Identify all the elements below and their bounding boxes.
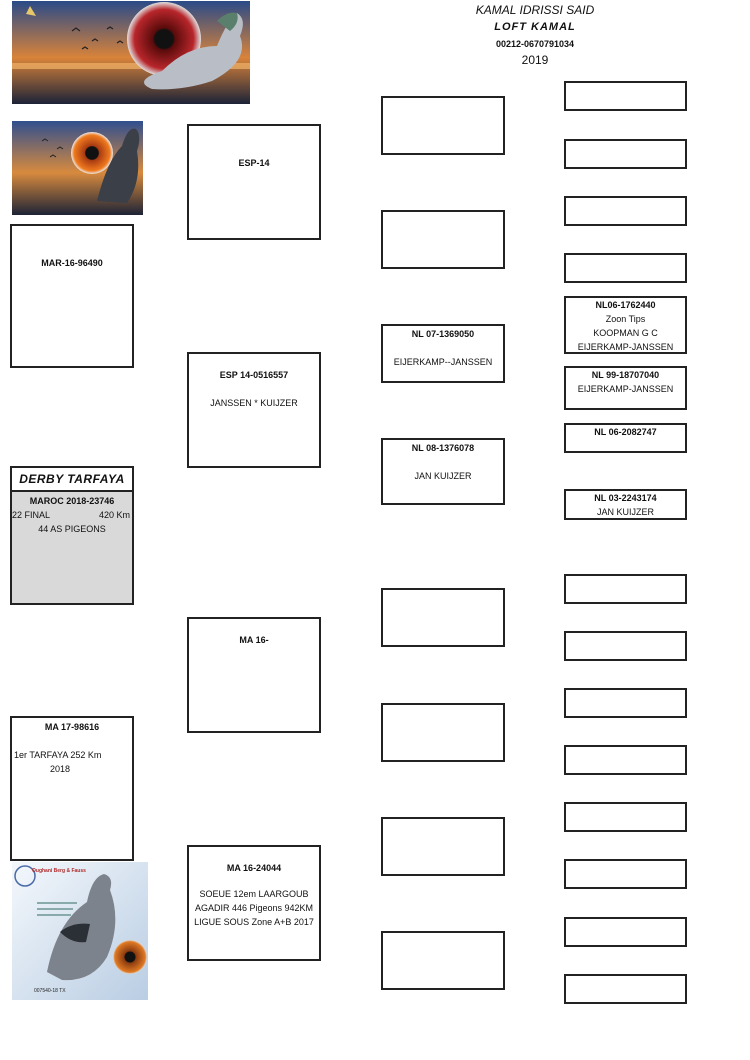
ss-dam-breeder: JAN KUIJZER [414,471,472,481]
dam-box [187,617,321,733]
sire-ring: ESP-14 [238,158,270,168]
gen4-a-ring: NL06-1762440 [595,300,656,310]
ss-sire-breeder: EIJERKAMP--JANSSEN [393,357,493,367]
pigeon-card-image [12,862,148,1000]
pigeon-photo-card [12,862,148,1000]
gen4-d-ring: NL 03-2243174 [594,493,657,503]
sire-sire-box [187,352,321,468]
sibling-ring: MA 17-98616 [44,722,100,732]
gen3-box-c [564,423,687,453]
photo-card-title: Oughani Berg & Fauss [32,868,86,874]
derby-ring: MAROC 2018-23746 [29,496,115,506]
owner-name: KAMAL IDRISSI SAID [475,3,595,17]
gen3-box-13 [564,802,687,832]
derby-distance: 420 Km [98,510,130,520]
gen4-b-ring: NL 99-18707040 [591,370,660,380]
derby-result: 22 FINAL [12,510,51,520]
gen3-box-a [564,296,687,354]
gen3-box-12 [564,745,687,775]
gen3-box-b [564,366,687,410]
derby-pigeons: 44 AS PIGEONS [38,524,106,534]
gen4-a-line1: Zoon Tips [605,314,646,324]
gen2-box-ss-sire [381,324,505,383]
gen3-box-14 [564,859,687,889]
gen2-box-6 [381,703,505,762]
photo-card-ring: 007540-18 TX [34,988,66,994]
dam-dam-box [187,845,321,961]
gen2-box-8 [381,931,505,990]
derby-box [10,466,134,605]
pigeon-eye-photo-large [12,1,250,104]
gen3-box-10 [564,631,687,661]
gen2-box-1 [381,96,505,155]
subject-box [10,224,134,368]
sibling-year: 2018 [50,764,71,774]
gen4-a-line3: EIJERKAMP-JANSSEN [577,342,674,352]
gen4-c-ring: NL 06-2082747 [594,427,657,437]
ss-dam-ring: NL 08-1376078 [411,443,475,453]
gen4-d-line1: JAN KUIJZER [596,507,654,517]
loft-name: LOFT KAMAL [494,21,576,33]
dam-dam-line2: AGADIR 446 Pigeons 942KM [194,903,314,913]
year: 2019 [521,53,549,67]
pigeon-eye-photo-small [12,121,143,215]
sunset-pigeon-image [12,1,250,104]
sunset-pigeon-image-2 [12,121,143,215]
gen3-box-9 [564,574,687,604]
gen2-box-7 [381,817,505,876]
sibling-result: 1er TARFAYA 252 Km [14,750,102,760]
phone-number: 00212-0670791034 [495,39,575,49]
gen3-box-11 [564,688,687,718]
dam-dam-ring: MA 16-24044 [226,863,282,873]
gen4-a-line2: KOOPMAN G C [593,328,658,338]
sire-sire-breeder: JANSSEN * KUIJZER [210,398,298,408]
gen3-box-2 [564,139,687,169]
subject-ring: MAR-16-96490 [41,258,103,268]
gen3-box-4 [564,253,687,283]
dam-dam-line3: LIGUE SOUS Zone A+B 2017 [194,917,314,927]
gen4-b-line1: EIJERKAMP-JANSSEN [577,384,674,394]
sire-sire-ring: ESP 14-0516557 [219,370,289,380]
derby-result-row [12,508,132,522]
gen3-box-3 [564,196,687,226]
gen3-box-1 [564,81,687,111]
gen3-box-15 [564,917,687,947]
ss-sire-ring: NL 07-1369050 [411,329,475,339]
sire-box [187,124,321,240]
gen3-box-d [564,489,687,520]
sibling-box [10,716,134,861]
gen2-box-2 [381,210,505,269]
derby-title: DERBY TARFAYA [12,468,132,492]
gen2-box-ss-dam [381,438,505,505]
dam-dam-line1: SOEUE 12em LAARGOUB [199,889,309,899]
gen3-box-16 [564,974,687,1004]
dam-ring: MA 16- [239,635,269,645]
gen2-box-5 [381,588,505,647]
